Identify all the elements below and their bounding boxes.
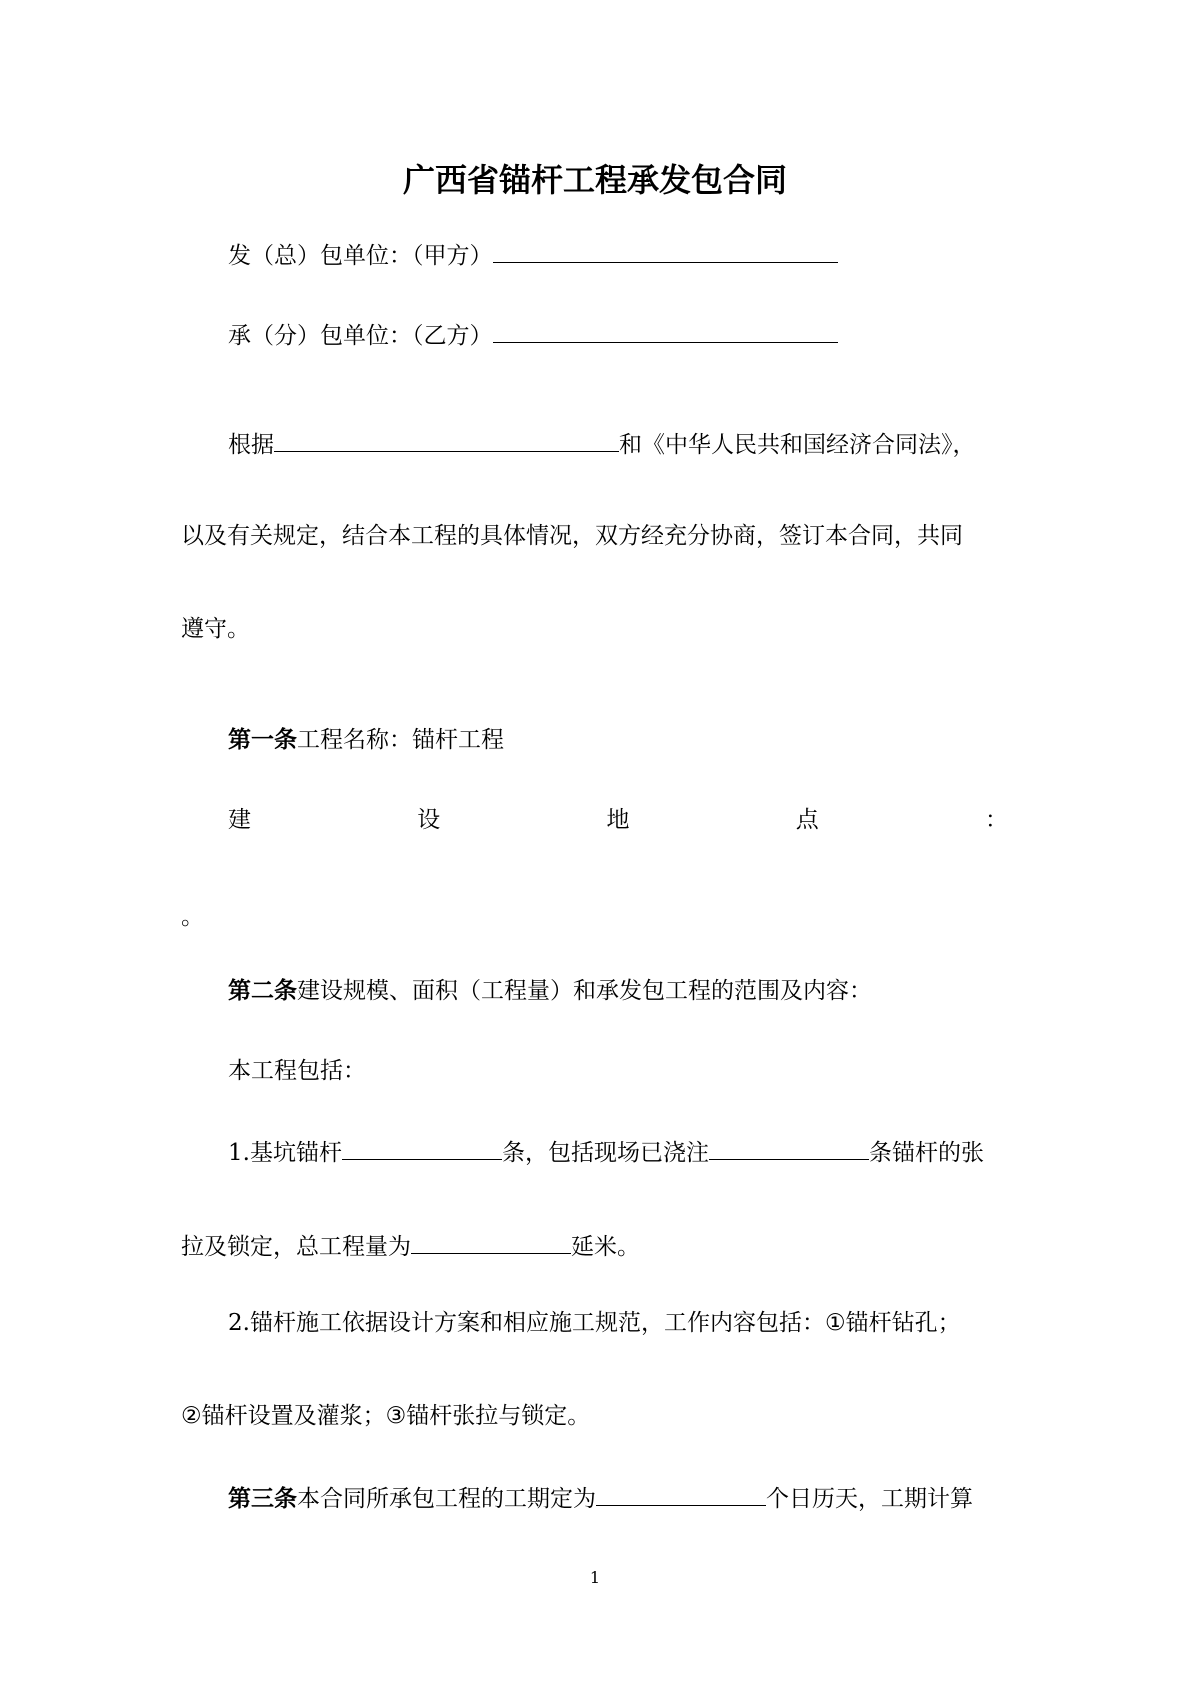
item-1-line-1	[228, 1135, 984, 1168]
poured-count-blank[interactable]	[709, 1135, 869, 1160]
article-1-text: 工程名称：锚杆工程	[297, 727, 504, 753]
item-2-line-2: ②锚杆设置及灌浆；③锚杆张拉与锁定。	[181, 1403, 591, 1429]
location-char: ：	[985, 807, 1008, 833]
location-char: 地	[606, 807, 630, 833]
intro-line-1	[228, 427, 976, 460]
anchor-count-blank[interactable]	[342, 1135, 502, 1160]
location-line	[228, 805, 1008, 835]
article-2-heading: 第二条	[228, 978, 297, 1004]
item-1-line-2	[181, 1229, 640, 1262]
article-2	[228, 976, 872, 1006]
page-title: 广西省锚杆工程承发包合同	[402, 161, 787, 199]
party-b-line	[228, 318, 838, 351]
item-2-text-a: 锚杆施工依据设计方案和相应施工规范，工作内容包括：①锚杆钻孔；	[249, 1310, 961, 1336]
item-2-number: 2.	[228, 1310, 250, 1336]
total-length-blank[interactable]	[411, 1229, 571, 1254]
item-1-text-b: 条，包括现场已浇注	[501, 1140, 709, 1166]
intro-line-3: 遵守。	[181, 616, 250, 642]
item-1-number: 1.	[228, 1140, 250, 1166]
intro-text-b: 和《中华人民共和国经济合同法》，	[619, 432, 976, 458]
item-1-text-c: 条锚杆的张	[868, 1140, 984, 1166]
location-char: 建	[228, 807, 251, 833]
article-1-heading: 第一条	[228, 727, 297, 753]
basis-blank[interactable]	[274, 427, 619, 452]
item-1-text-d: 拉及锁定，总工程量为	[181, 1234, 411, 1260]
duration-blank[interactable]	[596, 1481, 766, 1506]
article-3	[228, 1481, 973, 1514]
location-char: 设	[417, 807, 441, 833]
article-3-heading: 第三条	[228, 1486, 297, 1512]
scope-intro: 本工程包括：	[228, 1058, 366, 1084]
page-number: 1	[589, 1568, 601, 1587]
item-1-text-e: 延米。	[571, 1234, 640, 1260]
intro-text-a: 根据	[228, 432, 274, 458]
party-a-line	[228, 238, 838, 271]
article-2-text: 建设规模、面积（工程量）和承发包工程的范围及内容：	[297, 978, 872, 1004]
item-2-line-1	[228, 1308, 961, 1338]
party-b-blank[interactable]	[493, 318, 838, 343]
article-3-text-a: 本合同所承包工程的工期定为	[297, 1486, 596, 1512]
intro-line-2: 以及有关规定，结合本工程的具体情况，双方经充分协商，签订本合同，共同	[181, 523, 963, 549]
location-end: 。	[181, 904, 204, 930]
article-1	[228, 725, 504, 755]
party-b-label: 承（分）包单位：（乙方）	[228, 323, 493, 349]
party-a-blank[interactable]	[493, 238, 838, 263]
party-a-label: 发（总）包单位：（甲方）	[228, 243, 493, 269]
item-1-text-a: 基坑锚杆	[249, 1140, 342, 1166]
article-3-text-b: 个日历天，工期计算	[766, 1486, 973, 1512]
location-char: 点	[795, 807, 819, 833]
